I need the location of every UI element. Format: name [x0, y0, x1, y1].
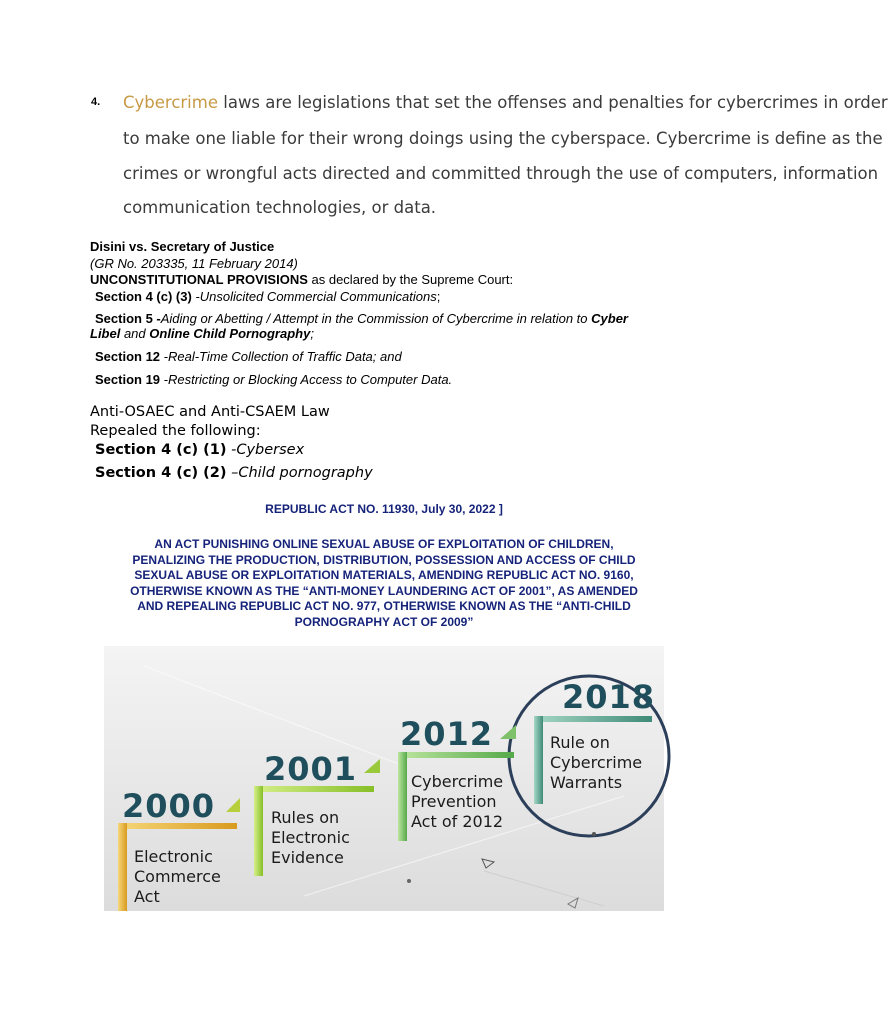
law-title: Anti-OSAEC and Anti-CSAEM Law	[90, 404, 330, 420]
repealed-item-cybersex: Section 4 (c) (1) -Cybersex	[95, 442, 305, 458]
provision-section-5: Section 5 -Aiding or Abetting / Attempt in the Commission of Cybercrime in relation to Cyber	[95, 311, 628, 326]
repealed-heading: Repealed the following:	[90, 423, 261, 439]
provision-section-19: Section 19 -Restricting or Blocking Access to Computer Data.	[95, 372, 453, 387]
list-number: 4.	[91, 96, 101, 108]
republic-act-header: REPUBLIC ACT NO. 11930, July 30, 2022 ]	[265, 502, 503, 516]
paragraph-line-2: to make one liable for their wrong doings using the cyberspace. Cybercrime is define as the	[123, 129, 883, 148]
timeline-year-2012: 2012	[400, 715, 494, 753]
provision-section-5-cont: Libel and Online Child Pornography;	[90, 326, 314, 341]
unconstitutional-heading: UNCONSTITUTIONAL PROVISIONS as declared by the Supreme Court:	[90, 272, 514, 287]
paragraph-line-3: crimes or wrongful acts directed and committed through the use of computers, information	[123, 164, 879, 183]
timeline-desc-2012: Cybercrime Prevention Act of 2012	[411, 772, 504, 831]
paragraph-line-4: communication technologies, or data.	[123, 198, 437, 217]
cybercrime-timeline-graphic	[104, 646, 664, 911]
timeline-year-2001: 2001	[264, 750, 358, 788]
repealed-item-child-pornography: Section 4 (c) (2) –Child pornography	[95, 465, 373, 481]
provision-section-12: Section 12 -Real-Time Collection of Traffic Data; and	[95, 349, 402, 364]
timeline-desc-2000: Electronic Commerce Act	[134, 847, 221, 906]
case-title: Disini vs. Secretary of Justice	[90, 239, 275, 254]
paragraph-line-1: Cybercrime laws are legislations that set the offenses and penalties for cybercrimes in order	[123, 93, 888, 112]
timeline-desc-2001: Rules on Electronic Evidence	[271, 808, 350, 867]
timeline-year-2000: 2000	[122, 787, 216, 825]
provision-section-4c3: Section 4 (c) (3) -Unsolicited Commercial Communications;	[95, 289, 441, 304]
timeline-desc-2018: Rule on Cybercrime Warrants	[550, 733, 643, 792]
case-citation: (GR No. 203335, 11 February 2014)	[90, 256, 298, 271]
timeline-year-2018: 2018	[562, 678, 656, 716]
highlight-term: Cybercrime	[123, 93, 218, 112]
republic-act-title: AN ACT PUNISHING ONLINE SEXUAL ABUSE OF EXPLOITATION OF CHILDREN, PENALIZING THE PRODUCTION, DISTRIBUTION, POSSESSION AND ACCESS OF CHILD SEXUAL ABUSE OR EXPLOITATION MATERIALS, AMENDING REPUBLIC ACT NO. 9160, OTHERWISE KNOWN AS THE “ANTI-MONEY LAUNDERING ACT OF 2001”, AS AMENDED AND REPEALING REPUBLIC ACT NO. 977, OTHERWISE KNOWN AS THE “ANTI-CHILD PORNOGRAPHY ACT OF 2009”	[130, 537, 638, 629]
